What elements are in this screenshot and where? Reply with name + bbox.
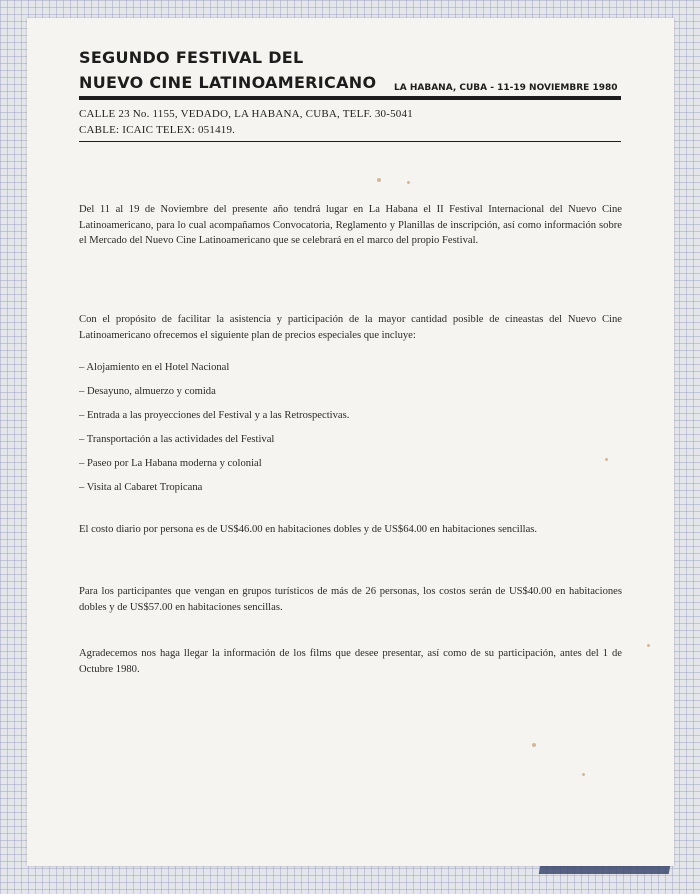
stain-spot xyxy=(582,773,585,776)
paragraph-group-cost: Para los participantes que vengan en grupos turísticos de más de 26 personas, los costos serán de US$40.00 en habitaciones dobles y de US$57.00 en habitaciones sencillas. xyxy=(79,586,622,613)
stain-spot xyxy=(407,181,410,184)
paragraph-offer: Con el propósito de facilitar la asistencia y participación de la mayor cantidad posible de cineastas del Nuevo Cine Latinoamericano ofrecemos el siguiente plan de precios especiales que incluye: xyxy=(79,314,622,341)
paragraph-deadline: Agradecemos nos haga llegar la información de los films que desee presentar, así como de su participación, antes del 1 de Octubre 1980. xyxy=(79,648,622,675)
paragraph-intro: Del 11 al 19 de Noviembre del presente año tendrá lugar en La Habana el II Festival Internacional del Nuevo Cine Latinoamericano, para lo cual acompañamos Convocatoria, Reglamento y Planillas de inscripción, así como información sobre el Mercado del Nuevo Cine Latinoamericano que se celebrará en el marco del propio Festival. xyxy=(79,204,622,246)
festival-title-line2: NUEVO CINE LATINOAMERICANO xyxy=(79,73,377,92)
letter-page xyxy=(27,18,674,866)
stain-spot xyxy=(532,743,536,747)
address-rule xyxy=(79,141,621,142)
list-item: – Entrada a las proyecciones del Festival y a las Retrospectivas. xyxy=(79,410,350,421)
cable-telex-line: CABLE: ICAIC TELEX: 051419. xyxy=(79,124,236,136)
list-item: – Alojamiento en el Hotel Nacional xyxy=(79,362,230,373)
list-item: – Desayuno, almuerzo y comida xyxy=(79,386,216,397)
paragraph-daily-cost: El costo diario por persona es de US$46.00 en habitaciones dobles y de US$64.00 en habitaciones sencillas. xyxy=(79,524,538,535)
address-line: CALLE 23 No. 1155, VEDADO, LA HABANA, CUBA, TELF. 30-5041 xyxy=(79,108,413,120)
list-item: – Visita al Cabaret Tropicana xyxy=(79,482,203,493)
stain-spot xyxy=(605,458,608,461)
list-item: – Transportación a las actividades del Festival xyxy=(79,434,275,445)
stain-spot xyxy=(647,644,650,647)
header-rule xyxy=(79,96,621,100)
festival-place-dates: LA HABANA, CUBA - 11-19 NOVIEMBRE 1980 xyxy=(394,83,618,93)
festival-title-line1: SEGUNDO FESTIVAL DEL xyxy=(79,48,304,67)
list-item: – Paseo por La Habana moderna y colonial xyxy=(79,458,262,469)
stain-spot xyxy=(377,178,381,182)
